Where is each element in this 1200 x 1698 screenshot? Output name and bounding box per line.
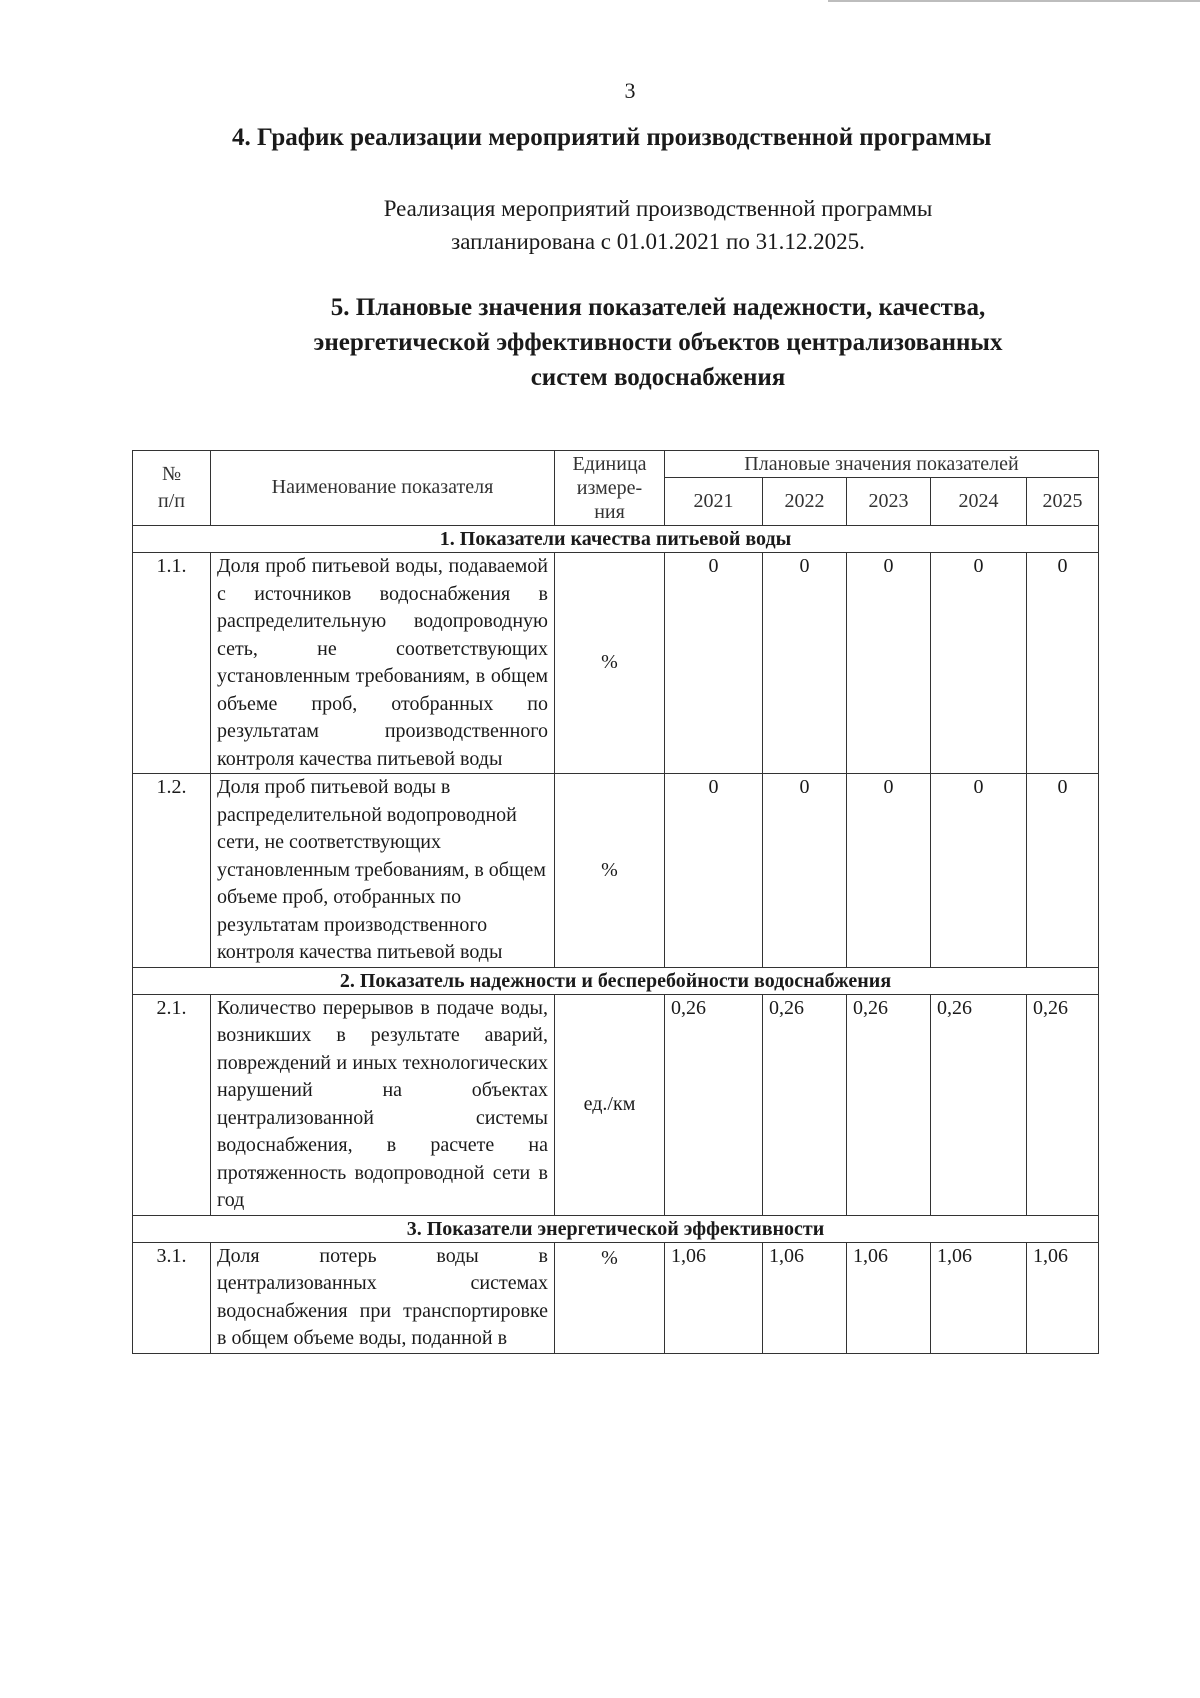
header-num-line-1: № (161, 462, 182, 485)
header-unit-line-2: измере- (576, 477, 643, 499)
header-year: 2022 (763, 478, 847, 526)
header-year: 2021 (665, 478, 763, 526)
row-indicator-name: Количество перерывов в подаче воды, возникших в результате аварий, повреждений и иных технологических нарушений на объектах централизованной системы водоснабжения, в расчете на протяженность водопроводной сети в год (211, 994, 555, 1215)
row-value: 1,06 (665, 1242, 763, 1353)
section-row (133, 1215, 1099, 1242)
row-unit: % (555, 1242, 665, 1353)
section-title: 2. Показатель надежности и бесперебойности водоснабжения (133, 967, 1099, 994)
section-5-heading-line-3: систем водоснабжения (530, 364, 786, 391)
header-year: 2025 (1027, 478, 1099, 526)
row-value: 0 (1027, 553, 1099, 774)
table-header-row (133, 451, 1099, 478)
row-value: 0 (665, 774, 763, 968)
row-value: 1,06 (931, 1242, 1027, 1353)
table-row (133, 1242, 1099, 1353)
header-planned-values: Плановые значения показателей (665, 451, 1099, 478)
row-value: 1,06 (763, 1242, 847, 1353)
row-unit: % (555, 774, 665, 968)
section-5-heading-line-1: 5. Плановые значения показателей надежности, качества, (330, 294, 986, 321)
section-5-heading (232, 290, 1084, 395)
table-row (133, 774, 1099, 968)
row-value: 1,06 (1027, 1242, 1099, 1353)
scan-top-edge-line (828, 0, 1200, 2)
page-number: 3 (624, 78, 636, 103)
row-value: 0,26 (1027, 994, 1099, 1215)
section-4-text-line-2: запланирована с 01.01.2021 по 31.12.2025. (451, 229, 865, 254)
row-value: 0 (931, 553, 1027, 774)
row-indicator-name: Доля потерь воды в централизованных системах водоснабжения при транспортировке в общем объеме воды, поданной в (211, 1242, 555, 1353)
row-num: 1.1. (133, 553, 211, 774)
row-value: 0 (847, 774, 931, 968)
section-4-text-line-1: Реализация мероприятий производственной программы (383, 196, 933, 221)
row-value: 0,26 (763, 994, 847, 1215)
row-value: 0 (763, 553, 847, 774)
row-value: 0,26 (847, 994, 931, 1215)
header-num (133, 451, 211, 526)
row-value: 1,06 (847, 1242, 931, 1353)
row-num: 1.2. (133, 774, 211, 968)
header-year: 2023 (847, 478, 931, 526)
section-5-heading-line-2: энергетической эффективности объектов централизованных (313, 329, 1003, 356)
row-num: 2.1. (133, 994, 211, 1215)
row-indicator-name: Доля проб питьевой воды, подаваемой с источников водоснабжения в распределительную водопроводную сеть, не соответствующих установленным требованиям, в общем объеме проб, отобранных по результатам производственного контроля качества питьевой воды (211, 553, 555, 774)
row-value: 0,26 (931, 994, 1027, 1215)
header-year: 2024 (931, 478, 1027, 526)
row-indicator-name: Доля проб питьевой воды в распределительной водопроводной сети, не соответствующих установленным требованиям, в общем объеме проб, отобранных по результатам производственного контроля качества питьевой воды (211, 774, 555, 968)
header-num-line-2: п/п (158, 490, 185, 512)
section-4-text (232, 192, 1084, 258)
header-unit-line-3: ния (594, 501, 625, 523)
section-row (133, 967, 1099, 994)
row-value: 0 (931, 774, 1027, 968)
table-row (133, 994, 1099, 1215)
table-row (133, 553, 1099, 774)
row-value: 0,26 (665, 994, 763, 1215)
section-row (133, 526, 1099, 553)
section-title: 3. Показатели энергетической эффективности (133, 1215, 1099, 1242)
header-unit-line-1: Единица (572, 453, 647, 475)
indicators-table (132, 450, 1099, 1354)
row-num: 3.1. (133, 1242, 211, 1353)
section-title: 1. Показатели качества питьевой воды (133, 526, 1099, 553)
row-value: 0 (665, 553, 763, 774)
row-value: 0 (847, 553, 931, 774)
header-name: Наименование показателя (211, 451, 555, 526)
row-value: 0 (1027, 774, 1099, 968)
header-unit (555, 451, 665, 526)
row-unit: % (555, 553, 665, 774)
row-value: 0 (763, 774, 847, 968)
row-unit: ед./км (555, 994, 665, 1215)
section-4-heading: 4. График реализации мероприятий производственной программы (232, 124, 992, 151)
